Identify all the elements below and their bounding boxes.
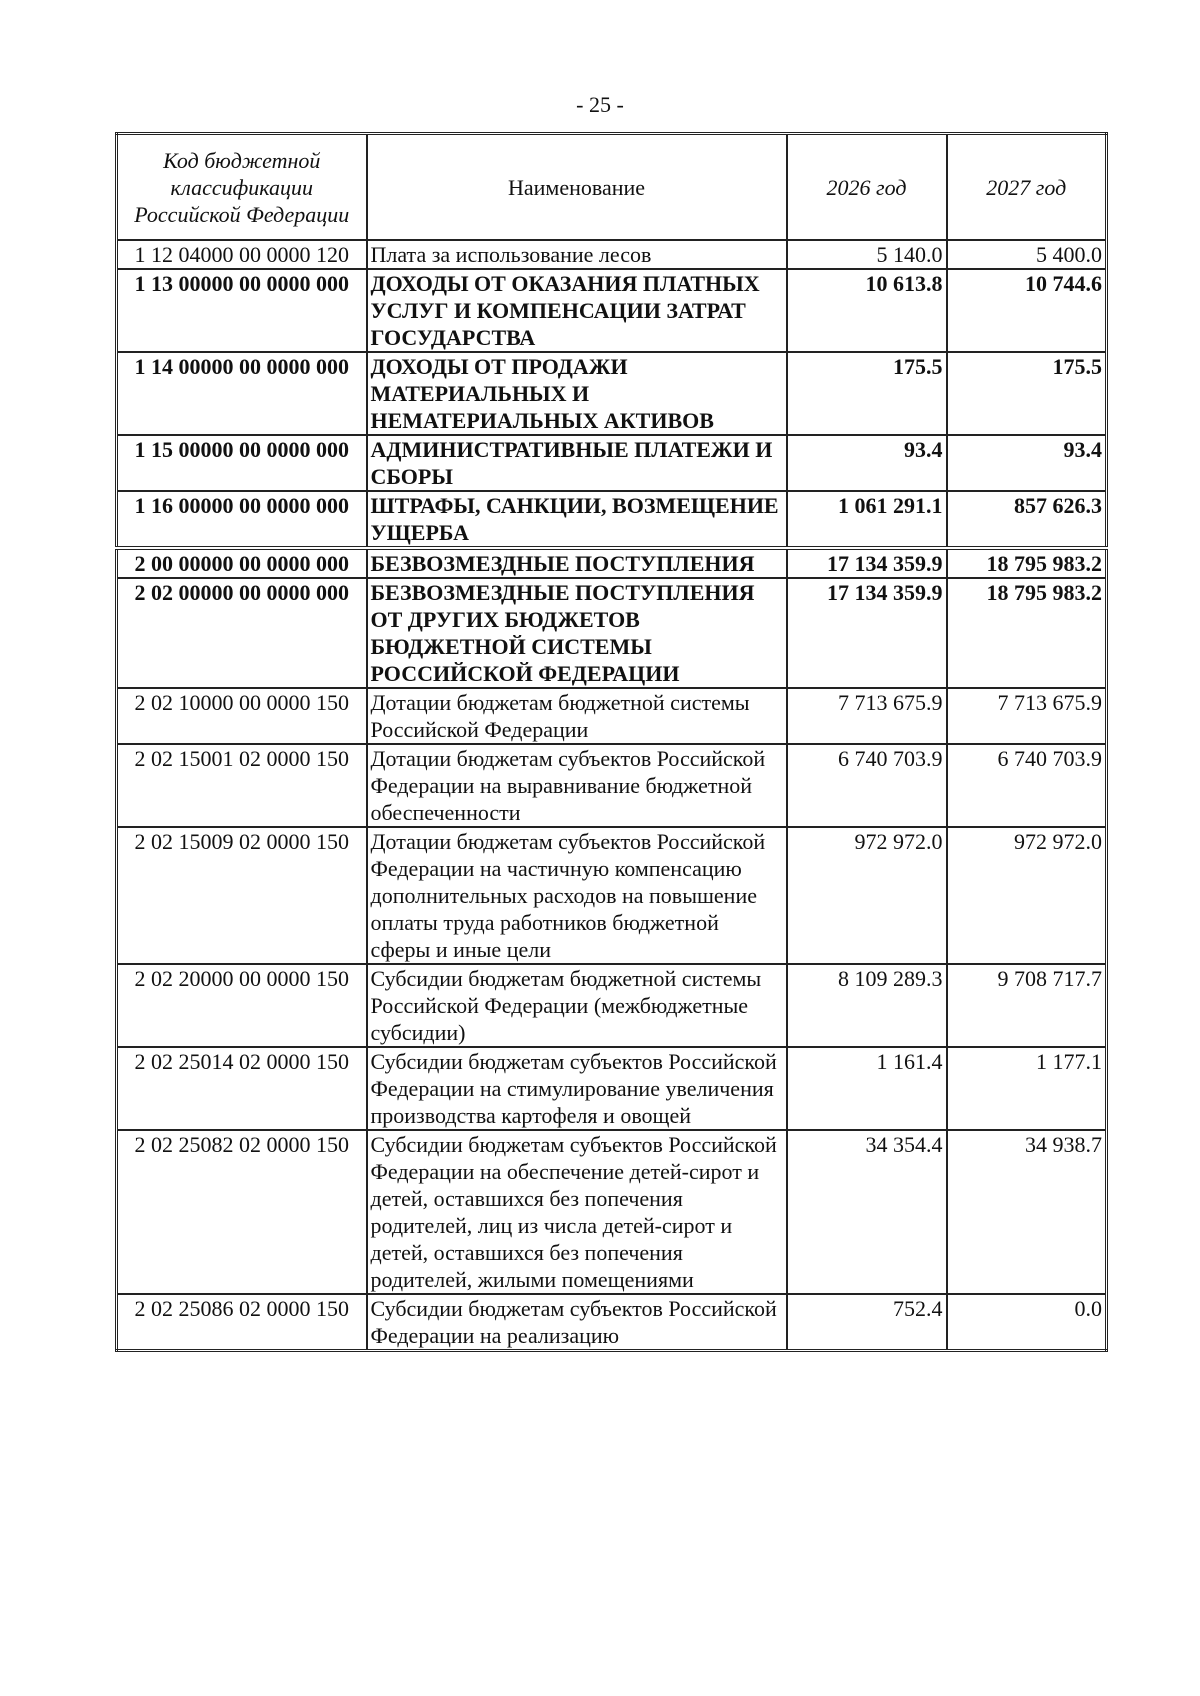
row-name: Дотации бюджетам субъектов Российской Федерации на выравнивание бюджетной обеспеченности — [367, 744, 787, 827]
row-value-2027: 9 708 717.7 — [947, 964, 1107, 1047]
row-value-2027: 18 795 983.2 — [947, 548, 1107, 578]
row-name: Плата за использование лесов — [367, 240, 787, 269]
row-code: 2 02 00000 00 0000 000 — [117, 578, 367, 688]
header-year-2026: 2026 год — [787, 134, 947, 241]
row-value-2026: 17 134 359.9 — [787, 578, 947, 688]
row-value-2027: 10 744.6 — [947, 269, 1107, 352]
row-name: БЕЗВОЗМЕЗДНЫЕ ПОСТУПЛЕНИЯ — [367, 548, 787, 578]
row-name: ДОХОДЫ ОТ ПРОДАЖИ МАТЕРИАЛЬНЫХ И НЕМАТЕРИАЛЬНЫХ АКТИВОВ — [367, 352, 787, 435]
row-name: ШТРАФЫ, САНКЦИИ, ВОЗМЕЩЕНИЕ УЩЕРБА — [367, 491, 787, 548]
row-value-2027: 7 713 675.9 — [947, 688, 1107, 744]
row-code: 2 02 25014 02 0000 150 — [117, 1047, 367, 1130]
table-row — [117, 435, 1107, 491]
header-code: Код бюджетной классификации Российской Федерации — [117, 134, 367, 241]
row-name: Дотации бюджетам бюджетной системы Российской Федерации — [367, 688, 787, 744]
row-value-2027: 93.4 — [947, 435, 1107, 491]
row-value-2026: 1 161.4 — [787, 1047, 947, 1130]
row-code: 1 16 00000 00 0000 000 — [117, 491, 367, 548]
row-code: 2 02 20000 00 0000 150 — [117, 964, 367, 1047]
table-row — [117, 688, 1107, 744]
table-row — [117, 827, 1107, 964]
row-code: 2 02 15001 02 0000 150 — [117, 744, 367, 827]
row-value-2026: 972 972.0 — [787, 827, 947, 964]
page-number: - 25 - — [576, 92, 624, 117]
table-row — [117, 491, 1107, 548]
row-code: 2 00 00000 00 0000 000 — [117, 548, 367, 578]
table-row — [117, 1047, 1107, 1130]
row-value-2026: 34 354.4 — [787, 1130, 947, 1294]
row-value-2026: 175.5 — [787, 352, 947, 435]
row-code: 2 02 15009 02 0000 150 — [117, 827, 367, 964]
header-name: Наименование — [367, 134, 787, 241]
table-header-row — [117, 134, 1107, 241]
row-code: 1 13 00000 00 0000 000 — [117, 269, 367, 352]
row-value-2027: 6 740 703.9 — [947, 744, 1107, 827]
row-value-2027: 972 972.0 — [947, 827, 1107, 964]
table-row — [117, 744, 1107, 827]
row-code: 2 02 25086 02 0000 150 — [117, 1294, 367, 1351]
row-name: Субсидии бюджетам бюджетной системы Российской Федерации (межбюджетные субсидии) — [367, 964, 787, 1047]
row-value-2026: 8 109 289.3 — [787, 964, 947, 1047]
row-value-2027: 18 795 983.2 — [947, 578, 1107, 688]
row-value-2026: 6 740 703.9 — [787, 744, 947, 827]
table-row — [117, 548, 1107, 578]
header-year-2027: 2027 год — [947, 134, 1107, 241]
row-name: ДОХОДЫ ОТ ОКАЗАНИЯ ПЛАТНЫХ УСЛУГ И КОМПЕНСАЦИИ ЗАТРАТ ГОСУДАРСТВА — [367, 269, 787, 352]
row-code: 1 15 00000 00 0000 000 — [117, 435, 367, 491]
table-row — [117, 1294, 1107, 1351]
row-name: Субсидии бюджетам субъектов Российской Федерации на реализацию — [367, 1294, 787, 1351]
row-value-2027: 34 938.7 — [947, 1130, 1107, 1294]
table-body — [117, 240, 1107, 1351]
row-code: 2 02 10000 00 0000 150 — [117, 688, 367, 744]
table-row — [117, 352, 1107, 435]
row-value-2027: 175.5 — [947, 352, 1107, 435]
row-value-2027: 1 177.1 — [947, 1047, 1107, 1130]
row-name: АДМИНИСТРАТИВНЫЕ ПЛАТЕЖИ И СБОРЫ — [367, 435, 787, 491]
row-name: Субсидии бюджетам субъектов Российской Федерации на обеспечение детей-сирот и детей, оставшихся без попечения родителей, лиц из числа детей-сирот и детей, оставшихся без попечения родителей, жилыми помещениями — [367, 1130, 787, 1294]
budget-table — [115, 132, 1108, 1352]
row-value-2027: 0.0 — [947, 1294, 1107, 1351]
row-value-2026: 752.4 — [787, 1294, 947, 1351]
row-value-2026: 10 613.8 — [787, 269, 947, 352]
table-row — [117, 269, 1107, 352]
table-row — [117, 578, 1107, 688]
row-name: БЕЗВОЗМЕЗДНЫЕ ПОСТУПЛЕНИЯ ОТ ДРУГИХ БЮДЖЕТОВ БЮДЖЕТНОЙ СИСТЕМЫ РОССИЙСКОЙ ФЕДЕРАЦИИ — [367, 578, 787, 688]
row-value-2026: 1 061 291.1 — [787, 491, 947, 548]
row-name: Субсидии бюджетам субъектов Российской Федерации на стимулирование увеличения производства картофеля и овощей — [367, 1047, 787, 1130]
table-row — [117, 240, 1107, 269]
table-row — [117, 964, 1107, 1047]
row-name: Дотации бюджетам субъектов Российской Федерации на частичную компенсацию дополнительных расходов на повышение оплаты труда работников бюджетной сферы и иные цели — [367, 827, 787, 964]
row-value-2026: 5 140.0 — [787, 240, 947, 269]
row-code: 1 14 00000 00 0000 000 — [117, 352, 367, 435]
row-value-2026: 17 134 359.9 — [787, 548, 947, 578]
table-row — [117, 1130, 1107, 1294]
row-value-2026: 93.4 — [787, 435, 947, 491]
row-code: 2 02 25082 02 0000 150 — [117, 1130, 367, 1294]
row-value-2027: 5 400.0 — [947, 240, 1107, 269]
row-code: 1 12 04000 00 0000 120 — [117, 240, 367, 269]
row-value-2026: 7 713 675.9 — [787, 688, 947, 744]
row-value-2027: 857 626.3 — [947, 491, 1107, 548]
